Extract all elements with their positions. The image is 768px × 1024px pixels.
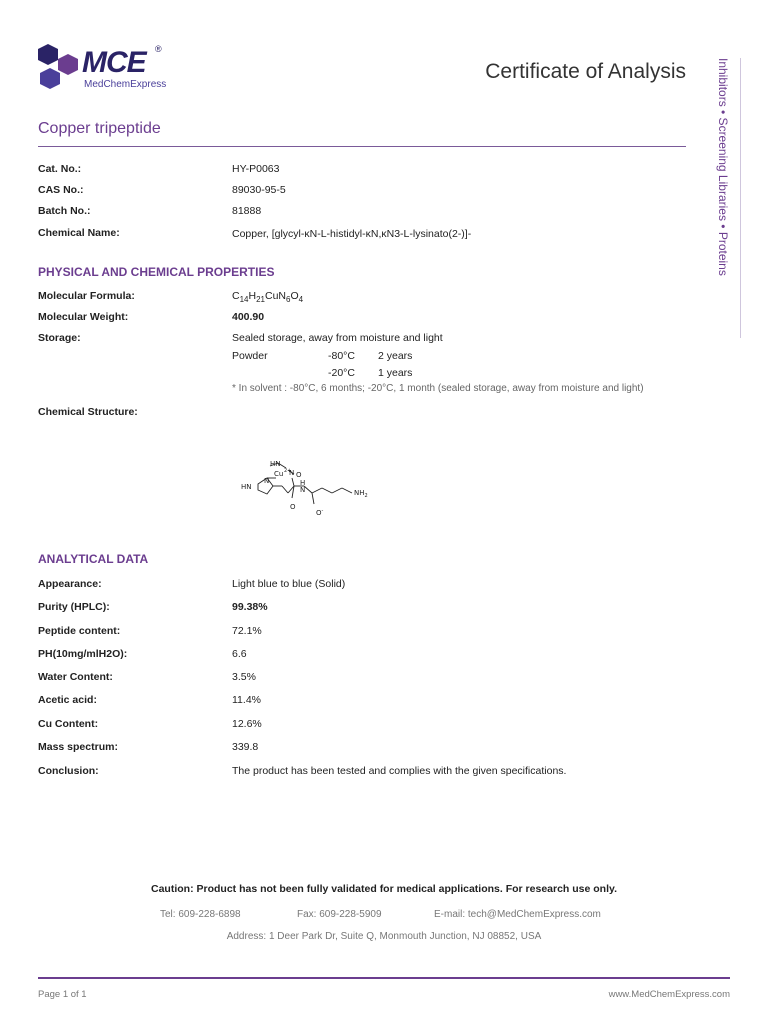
- title-divider: [38, 146, 686, 147]
- molecular-formula-value: $C_{14}H_{21}CuN_6O_4$: [232, 290, 304, 305]
- storage-value: Sealed storage, away from moisture and light: [232, 332, 443, 344]
- appearance-label: Appearance:: [38, 578, 102, 590]
- mass-spectrum-label: Mass spectrum:: [38, 741, 118, 753]
- structure-nh2: $NH_2$: [354, 489, 368, 499]
- conclusion-value: The product has been tested and complies with the given specifications.: [232, 765, 567, 777]
- contact-address: Address: 1 Deer Park Dr, Suite Q, Monmouth Junction, NJ 08852, USA: [226, 931, 542, 942]
- registered-mark: ®: [155, 44, 162, 54]
- batch-no-label: Batch No.:: [38, 205, 91, 217]
- molecular-weight-value: 400.90: [232, 311, 265, 323]
- brand-subtitle: MedChemExpress: [84, 79, 167, 90]
- structure-o-bottom: O: [290, 503, 296, 511]
- storage-duration-1: 2 years: [378, 350, 413, 362]
- structure-hn-top: HN: [270, 460, 281, 468]
- structure-n-top: N: [289, 469, 295, 477]
- hexagon-logo-icon: [38, 42, 84, 94]
- footer-website-link[interactable]: www.MedChemExpress.com: [608, 989, 730, 1000]
- cat-no-label: Cat. No.:: [38, 163, 82, 175]
- ph-value: 6.6: [232, 648, 247, 660]
- peptide-content-value: 72.1%: [232, 625, 262, 637]
- acetic-acid-value: 11.4%: [232, 694, 261, 706]
- side-nav-text[interactable]: Inhibitors • Screening Libraries • Proteins: [716, 58, 730, 276]
- purity-label: Purity (HPLC):: [38, 601, 110, 613]
- structure-cu: Cu: [274, 470, 284, 478]
- storage-temp-1: -80°C: [328, 350, 355, 362]
- solvent-note: * In solvent : -80°C, 6 months; -20°C, 1 month (sealed storage, away from moisture and light): [232, 383, 644, 394]
- document-title: Certificate of Analysis: [485, 60, 686, 83]
- storage-duration-2: 1 years: [378, 367, 413, 379]
- side-nav[interactable]: [712, 58, 736, 343]
- molecular-weight-label: Molecular Weight:: [38, 311, 129, 323]
- appearance-value: Light blue to blue (Solid): [232, 578, 346, 590]
- footer-divider: [38, 977, 730, 979]
- cat-no-value: HY-P0063: [232, 163, 280, 175]
- mass-spectrum-value: 339.8: [232, 741, 259, 753]
- analytical-data-heading: ANALYTICAL DATA: [38, 552, 149, 566]
- contact-email[interactable]: E-mail: tech@MedChemExpress.com: [434, 909, 601, 920]
- storage-label: Storage:: [38, 332, 81, 344]
- chemical-name-label: Chemical Name:: [38, 227, 120, 239]
- cas-no-label: CAS No.:: [38, 184, 84, 196]
- structure-n-ring: N: [264, 477, 270, 485]
- cu-content-label: Cu Content:: [38, 718, 99, 730]
- storage-temp-2: -20°C: [328, 367, 355, 379]
- caution-note: Caution: Product has not been fully validated for medical applications. For research use only.: [151, 883, 617, 895]
- purity-value: 99.38%: [232, 601, 268, 613]
- structure-cu-charge: 2+: [284, 468, 292, 474]
- ph-label: PH(10mg/mlH2O):: [38, 648, 128, 660]
- acetic-acid-label: Acetic acid:: [38, 694, 97, 706]
- contact-tel: Tel: 609-228-6898: [160, 909, 241, 920]
- molecular-formula-label: Molecular Formula:: [38, 290, 135, 302]
- side-divider: [740, 58, 741, 338]
- storage-form: Powder: [232, 350, 268, 362]
- chemical-structure-diagram: [236, 448, 386, 523]
- structure-h: H: [300, 479, 306, 487]
- contact-fax: Fax: 609-228-5909: [297, 909, 382, 920]
- product-name: Copper tripeptide: [38, 120, 161, 137]
- water-content-label: Water Content:: [38, 671, 113, 683]
- structure-n-amide: N: [300, 486, 306, 494]
- water-content-value: 3.5%: [232, 671, 256, 683]
- structure-o-top: O: [296, 471, 302, 479]
- page-number: Page 1 of 1: [38, 989, 87, 1000]
- structure-o-carboxyl: O-: [316, 508, 324, 517]
- brand-name: MCE: [82, 46, 146, 79]
- structure-hn-ring: HN: [241, 483, 252, 491]
- chemical-name-value: Copper, [glycyl-κN-L-histidyl-κN,κN3-L-lysinato(2-)]-: [232, 228, 472, 240]
- chemical-structure-label: Chemical Structure:: [38, 406, 138, 418]
- conclusion-label: Conclusion:: [38, 765, 99, 777]
- physical-properties-heading: PHYSICAL AND CHEMICAL PROPERTIES: [38, 265, 275, 279]
- peptide-content-label: Peptide content:: [38, 625, 121, 637]
- batch-no-value: 81888: [232, 205, 262, 217]
- cu-content-value: 12.6%: [232, 718, 262, 730]
- cas-no-value: 89030-95-5: [232, 184, 286, 196]
